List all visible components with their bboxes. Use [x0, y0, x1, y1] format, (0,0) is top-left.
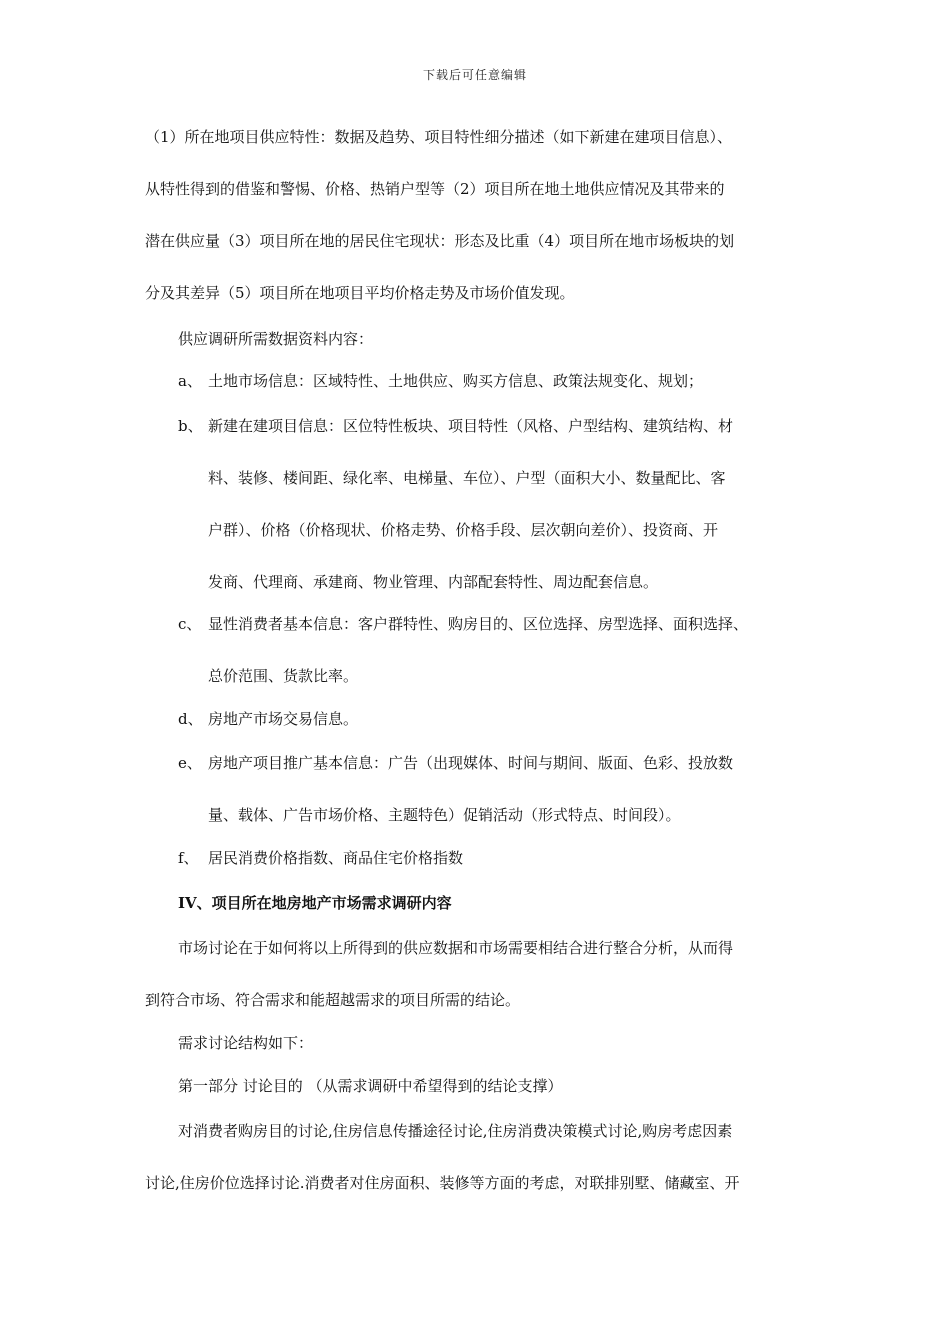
list-item-text: 土地市场信息：区域特性、土地供应、购买方信息、政策法规变化、规划；: [208, 372, 704, 390]
intro-line-2: 从特性得到的借鉴和警惕、价格、热销户型等（2）项目所在地土地供应情况及其带来的: [145, 180, 725, 198]
discussion-line-1: 市场讨论在于如何将以上所得到的供应数据和市场需要相结合进行整合分析，从而得: [178, 939, 734, 957]
section-heading: IV、项目所在地房地产市场需求调研内容: [178, 894, 452, 912]
list-item-text: 房地产市场交易信息。: [208, 710, 359, 728]
list-marker: f、: [178, 849, 199, 867]
list-item-text: 房地产项目推广基本信息：广告（出现媒体、时间与期间、版面、色彩、投放数: [208, 754, 734, 772]
closing-line-1: 对消费者购房目的讨论,住房信息传播途径讨论,住房消费决策模式讨论,购房考虑因素: [178, 1122, 733, 1140]
supply-item-c: [178, 614, 748, 634]
list-item-text: 居民消费价格指数、商品住宅价格指数: [208, 849, 464, 867]
list-item-text: 显性消费者基本信息：客户群特性、购房目的、区位选择、房型选择、面积选择、: [208, 615, 749, 633]
supply-item-e-line-2: 量、载体、广告市场价格、主题特色）促销活动（形式特点、时间段）。: [208, 806, 681, 824]
list-item-text: 新建在建项目信息：区位特性板块、项目特性（风格、户型结构、建筑结构、材: [208, 417, 734, 435]
list-marker: a、: [178, 372, 202, 390]
list-marker: e、: [178, 754, 202, 772]
supply-item-b: [178, 416, 733, 436]
supply-item-f: [178, 848, 463, 868]
list-marker: c、: [178, 615, 202, 633]
intro-line-4: 分及其差异（5）项目所在地项目平均价格走势及市场价值发现。: [145, 284, 575, 302]
part-one-title: 第一部分 讨论目的 （从需求调研中希望得到的结论支撑）: [178, 1077, 563, 1095]
structure-intro: 需求讨论结构如下：: [178, 1034, 314, 1052]
supply-item-d: [178, 709, 358, 729]
supply-item-b-line-3: 户群）、价格（价格现状、价格走势、价格手段、层次朝向差价）、投资商、开: [208, 521, 719, 539]
supply-item-c-line-2: 总价范围、货款比率。: [208, 667, 359, 685]
supply-item-b-line-4: 发商、代理商、承建商、物业管理、内部配套特性、周边配套信息。: [208, 573, 659, 591]
supply-item-a: [178, 371, 703, 391]
supply-heading: 供应调研所需数据资料内容：: [178, 330, 374, 348]
list-marker: b、: [178, 417, 203, 435]
list-marker: d、: [178, 710, 203, 728]
intro-line-1: （1）所在地项目供应特性：数据及趋势、项目特性细分描述（如下新建在建项目信息）、: [145, 128, 733, 146]
supply-item-e: [178, 753, 733, 773]
closing-line-2: 讨论,住房价位选择讨论.消费者对住房面积、装修等方面的考虑，对联排别墅、储藏室、开: [145, 1174, 740, 1192]
discussion-line-2: 到符合市场、符合需求和能超越需求的项目所需的结论。: [145, 991, 521, 1009]
supply-item-b-line-2: 料、装修、楼间距、绿化率、电梯量、车位）、户型（面积大小、数量配比、客: [208, 469, 726, 487]
page-header-note: 下载后可任意编辑: [422, 68, 527, 82]
intro-line-3: 潜在供应量（3）项目所在地的居民住宅现状：形态及比重（4）项目所在地市场板块的划: [145, 232, 735, 250]
